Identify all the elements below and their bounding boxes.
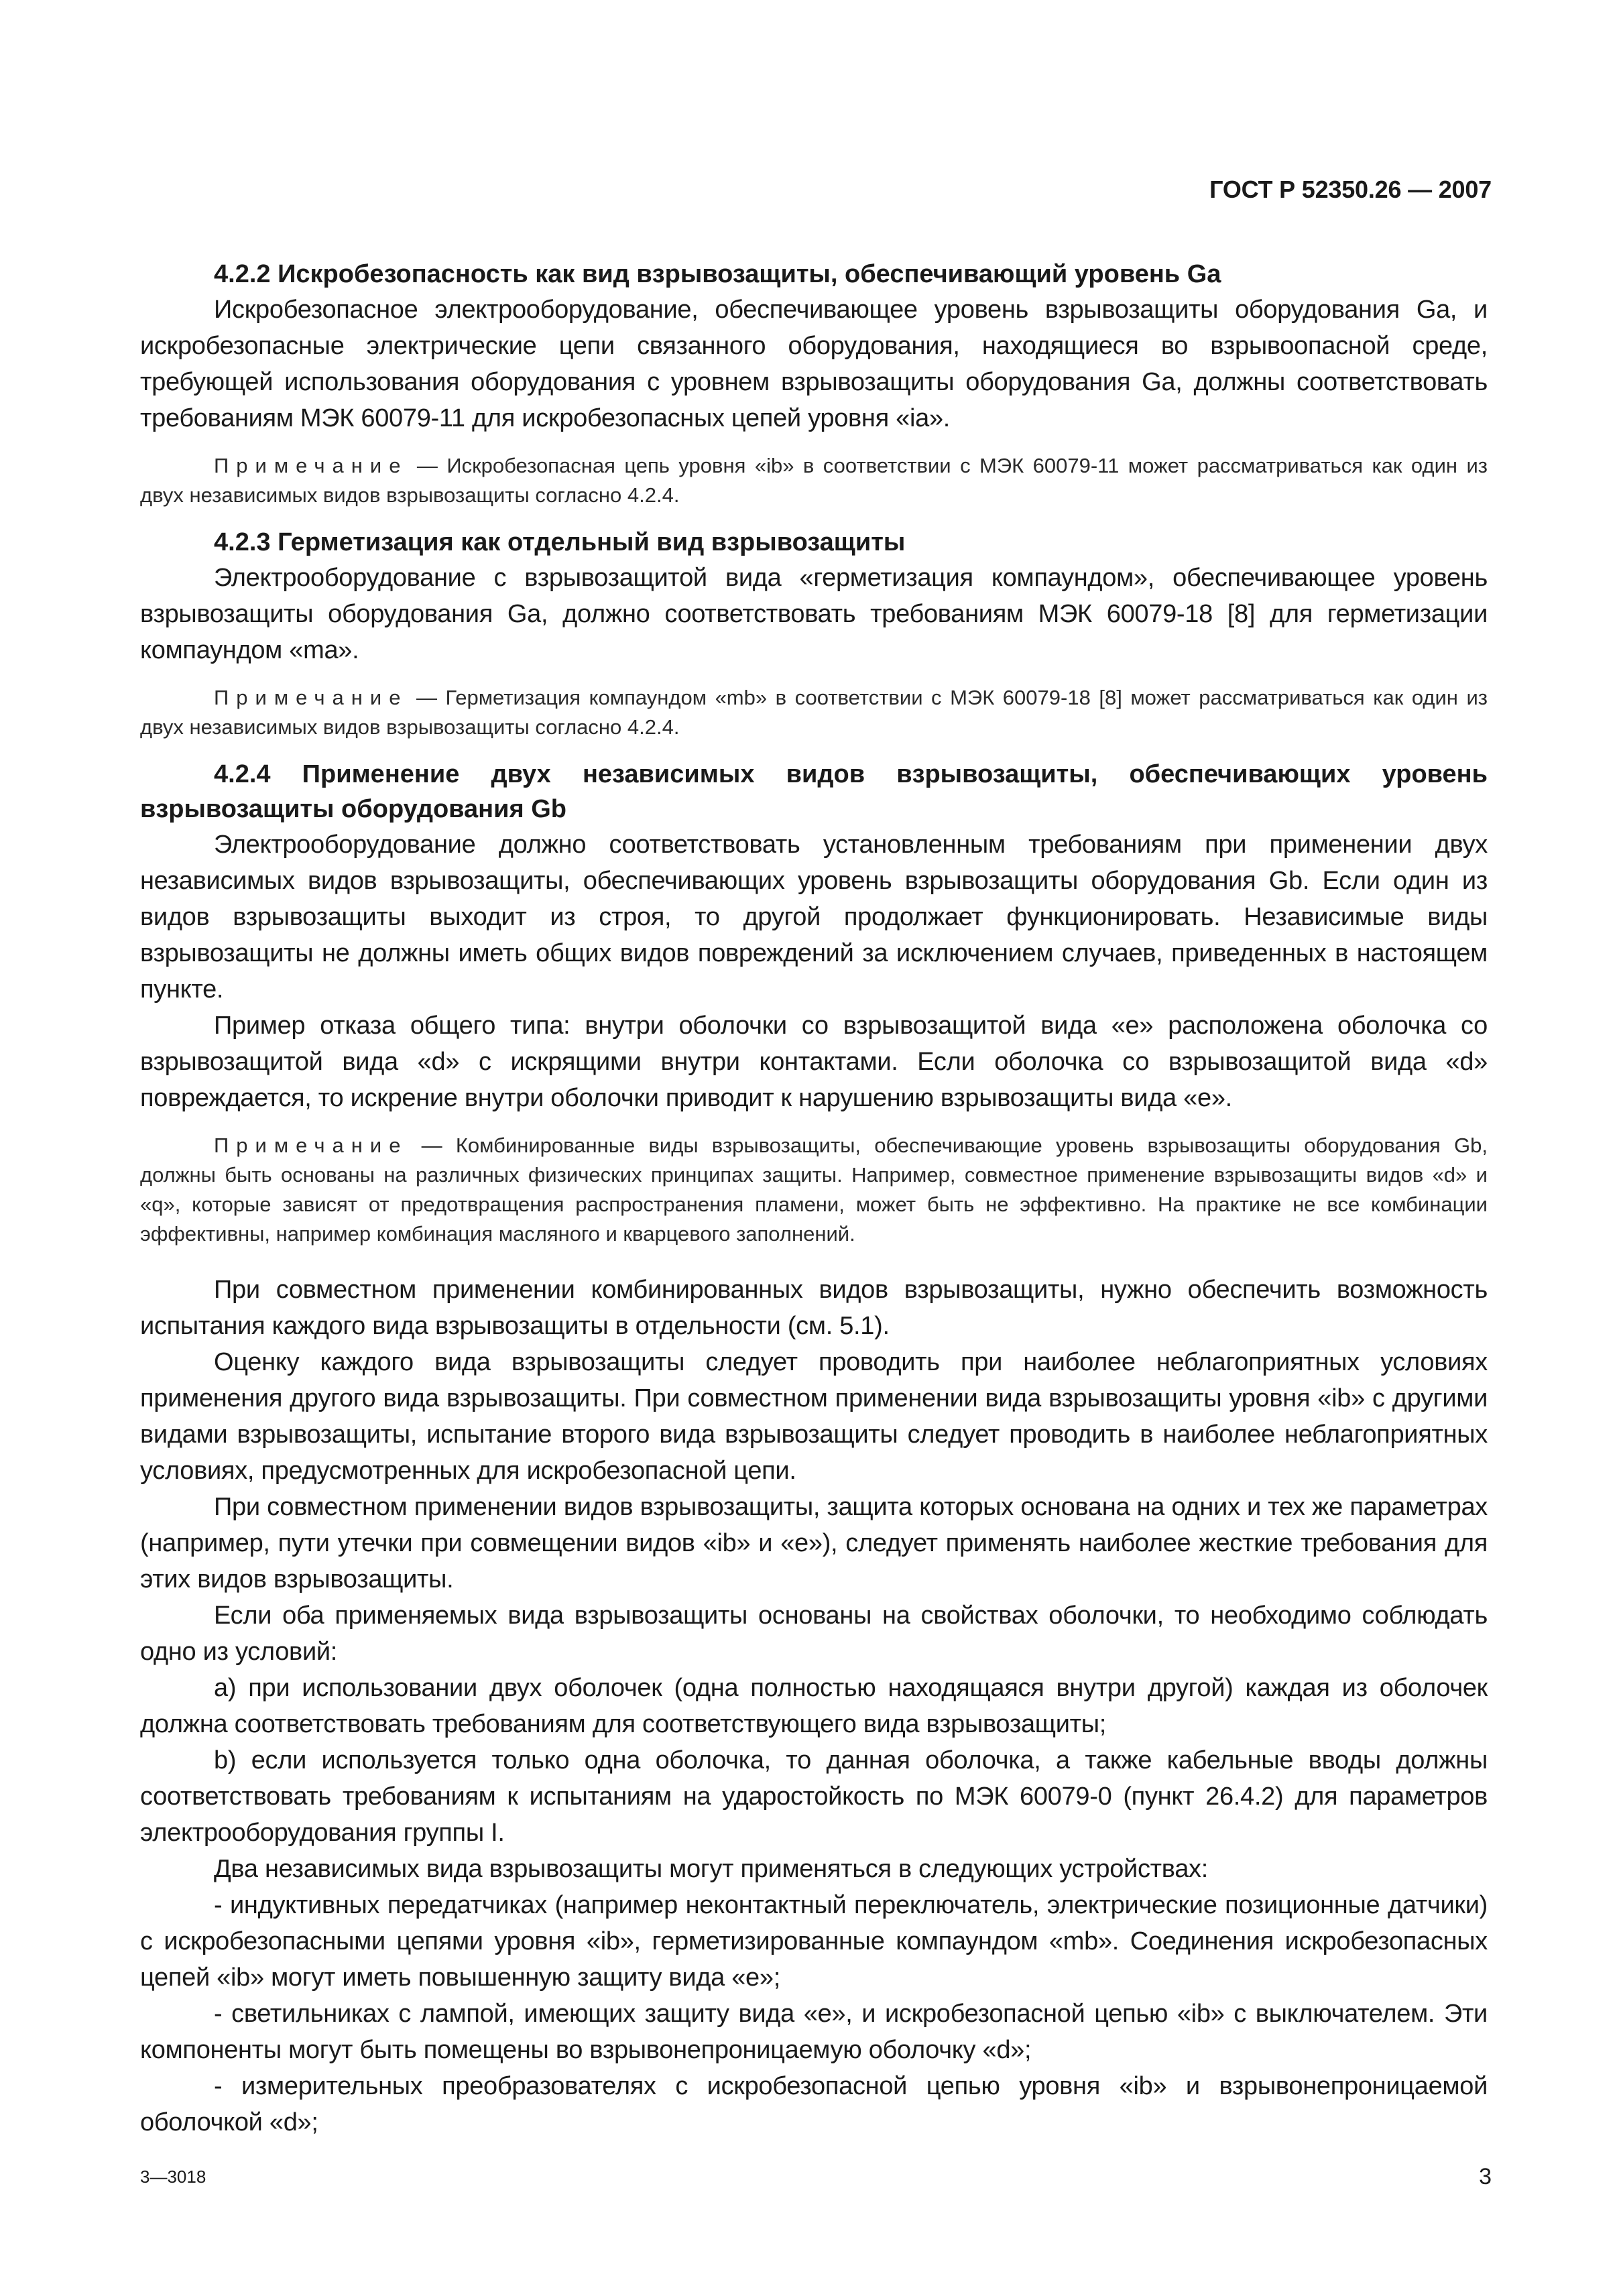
list-item: - индуктивных передатчиках (например неконтактный переключатель, электрические позиционные датчики) с искробезопасными цепями уровня «ib», герметизированные компаундом «mb». Соединения искробезопасных цепей «ib» могут иметь повышенную защиту вида «е»; [140,1891,1488,1992]
note [140,683,1488,742]
page-number: 3 [1479,2164,1492,2189]
note-label: Примечание [214,686,408,709]
paragraph: Оценку каждого вида взрывозащиты следует проводить при наиболее неблагоприятных условиях применения другого вида взрывозащиты. При совместном применении вида взрывозащиты уровня «ib» с другими видами взрывозащиты, испытание второго вида взрывозащиты следует проводить в наиболее неблагоприятных условиях, предусмотренных для искробезопасной цепи. [140,1348,1488,1485]
paragraph: Два независимых вида взрывозащиты могут применяться в следующих устройствах: [214,1855,1209,1883]
note-text: — Герметизация компаундом «mb» в соответствии с МЭК 60079-18 [8] может рассматриваться как один из двух независимых видов взрывозащиты согласно 4.2.4. [140,686,1488,739]
list-item: - светильниках с лампой, имеющих защиту вида «е», и искробезопасной цепью «ib» с выключателем. Эти компоненты могут быть помещены во взрывонепроницаемую оболочку «d»; [140,2000,1488,2064]
paragraph: При совместном применении видов взрывозащиты, защита которых основана на одних и тех же параметрах (например, пути утечки при совмещении видов «ib» и «е»), следует применять наиболее жесткие требования для этих видов взрывозащиты. [140,1493,1488,1593]
paragraph: При совместном применении комбинированных видов взрывозащиты, нужно обеспечить возможность испытания каждого вида взрывозащиты в отдельности (см. 5.1). [140,1276,1488,1340]
list-item: - измерительных преобразователях с искробезопасной цепью уровня «ib» и взрывонепроницаемой оболочкой «d»; [140,2072,1488,2136]
document-body [140,257,1488,2140]
note [140,1131,1488,1249]
paragraph: Электрооборудование должно соответствовать установленным требованиям при применении двух независимых видов взрывозащиты, обеспечивающих уровень взрывозащиты оборудования Gb. Если один из видов взрывозащиты выходит из строя, то другой продолжает функционировать. Независимые виды взрывозащиты не должны иметь общих видов повреждений за исключением случаев, приведенных в настоящем пункте. [140,831,1488,1004]
note-text: — Искробезопасная цепь уровня «ib» в соответствии с МЭК 60079-11 может рассматриваться как один из двух независимых видов взрывозащиты согласно 4.2.4. [140,454,1488,507]
note-text: — Комбинированные виды взрывозащиты, обеспечивающие уровень взрывозащиты оборудования Gb, должны быть основаны на различных физических принципах защиты. Например, совместное применение взрывозащиты видов «d» и «q», которые зависят от предотвращения распространения пламени, может быть не эффективно. На практике не все комбинации эффективны, например комбинация масляного и кварцевого заполнений. [140,1134,1488,1246]
sheet-code: 3—3018 [140,2167,206,2187]
paragraph: Искробезопасное электрооборудование, обеспечивающее уровень взрывозащиты оборудования Ga, и искробезопасные электрические цепи связанного оборудования, находящиеся во взрывоопасной среде, требующей использования оборудования с уровнем взрывозащиты оборудования Ga, должны соответствовать требованиям МЭК 60079-11 для искробезопасных цепей уровня «ia». [140,296,1488,432]
paragraph: Если оба применяемых вида взрывозащиты основаны на свойствах оболочки, то необходимо соблюдать одно из условий: [140,1602,1488,1666]
paragraph: Электрооборудование с взрывозащитой вида «герметизация компаундом», обеспечивающее уровень взрывозащиты оборудования Ga, должно соответствовать требованиям МЭК 60079-18 [8] для герметизации компаундом «ma». [140,564,1488,664]
document-code: ГОСТ Р 52350.26 — 2007 [1209,176,1492,203]
note-label: Примечание [214,454,408,477]
section-heading: 4.2.4 Применение двух независимых видов взрывозащиты, обеспечивающих уровень взрывозащиты оборудования Gb [140,760,1488,823]
section-heading: 4.2.2 Искробезопасность как вид взрывозащиты, обеспечивающий уровень Ga [214,260,1221,288]
paragraph: Пример отказа общего типа: внутри оболочки со взрывозащитой вида «е» расположена оболочка со взрывозащитой вида «d» с искрящими внутри контактами. Если оболочка со взрывозащитой вида «d» повреждается, то искрение внутри оболочки приводит к нарушению взрывозащиты вида «е». [140,1012,1488,1112]
list-item: а) при использовании двух оболочек (одна полностью находящаяся внутри другой) каждая из оболочек должна соответствовать требованиям для соответствующего вида взрывозащиты; [140,1674,1488,1738]
list-item: b) если используется только одна оболочка, то данная оболочка, а также кабельные вводы должны соответствовать требованиям к испытаниям на ударостойкость по МЭК 60079-0 (пункт 26.4.2) для параметров электрооборудования группы I. [140,1746,1488,1847]
section-heading: 4.2.3 Герметизация как отдельный вид взрывозащиты [214,528,906,556]
note [140,451,1488,510]
note-label: Примечание [214,1134,408,1157]
